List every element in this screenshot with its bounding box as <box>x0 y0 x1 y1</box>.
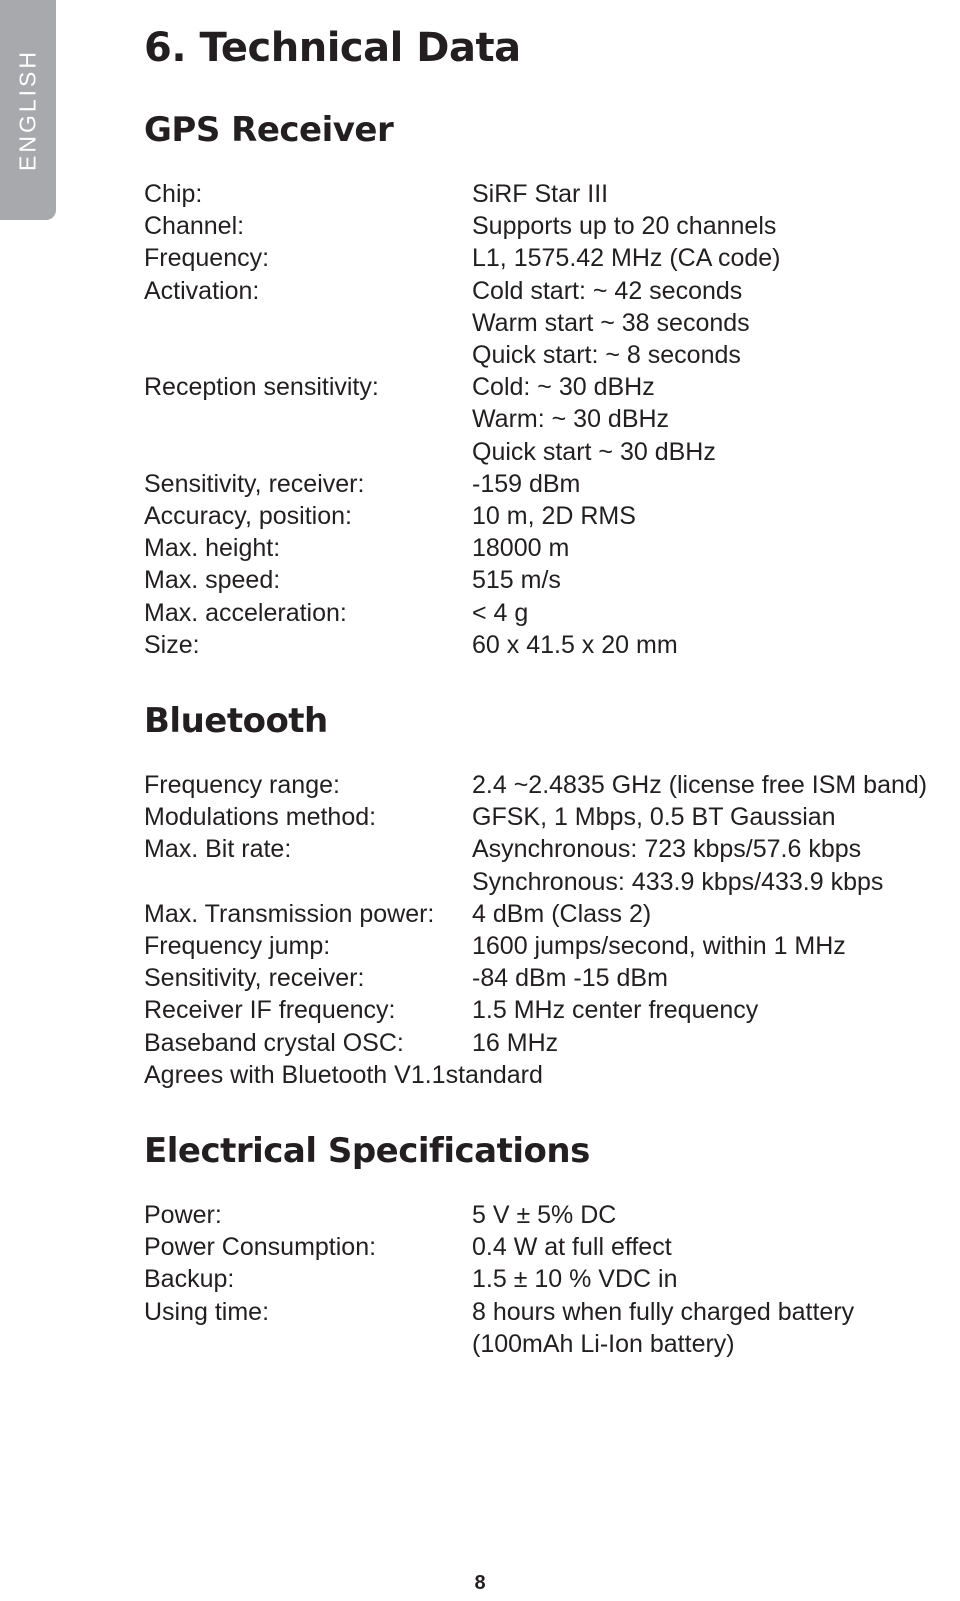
spec-value: Supports up to 20 channels <box>472 212 777 241</box>
spec-row <box>144 898 954 930</box>
spec-row <box>144 500 954 532</box>
spec-row <box>144 403 954 435</box>
spec-value: 1600 jumps/second, within 1 MHz <box>472 932 846 961</box>
spec-row <box>144 1199 954 1231</box>
spec-value: Cold: ~ 30 dBHz <box>472 373 655 402</box>
spec-value: -84 dBm -15 dBm <box>472 964 668 993</box>
spec-value: 8 hours when fully charged battery <box>472 1297 855 1326</box>
spec-value: Warm start ~ 38 seconds <box>472 308 750 337</box>
spec-row <box>144 597 954 629</box>
spec-value: Quick start: ~ 8 seconds <box>472 341 741 370</box>
spec-label: Sensitivity, receiver: <box>144 469 365 498</box>
spec-row <box>144 801 954 833</box>
spec-value: Asynchronous: 723 kbps/57.6 kbps <box>472 835 862 864</box>
spec-value: 0.4 W at full effect <box>472 1233 672 1262</box>
electrical-section <box>144 1129 954 1360</box>
spec-value: 1.5 ± 10 % VDC in <box>472 1265 678 1294</box>
spec-label: Max. acceleration: <box>144 598 347 627</box>
language-tab <box>0 0 56 220</box>
spec-value: -159 dBm <box>472 469 581 498</box>
spec-row <box>144 1296 954 1328</box>
spec-value: (100mAh Li-Ion battery) <box>472 1329 735 1358</box>
spec-label <box>144 339 472 371</box>
spec-value: Cold start: ~ 42 seconds <box>472 276 743 305</box>
spec-value: 18000 m <box>472 534 570 563</box>
spec-label: Max. Bit rate: <box>144 835 292 864</box>
spec-label: Channel: <box>144 212 245 241</box>
spec-row <box>144 210 954 242</box>
spec-label: Frequency: <box>144 244 270 273</box>
spec-label: Frequency jump: <box>144 932 331 961</box>
spec-label: Sensitivity, receiver: <box>144 964 365 993</box>
spec-row <box>144 930 954 962</box>
technical-data-content <box>144 22 954 1398</box>
bluetooth-section <box>144 699 954 1091</box>
spec-row <box>144 275 954 307</box>
spec-label: Backup: <box>144 1265 235 1294</box>
bluetooth-spec-list <box>144 769 954 1059</box>
spec-row <box>144 468 954 500</box>
spec-value: Warm: ~ 30 dBHz <box>472 405 670 434</box>
spec-label: Chip: <box>144 180 203 208</box>
spec-value: 16 MHz <box>472 1028 559 1057</box>
bluetooth-heading: Bluetooth <box>144 701 328 742</box>
spec-value: Synchronous: 433.9 kbps/433.9 kbps <box>472 867 884 896</box>
spec-row <box>144 436 954 468</box>
spec-label <box>144 866 472 898</box>
page-number: 8 <box>474 1572 486 1594</box>
spec-value: 1.5 MHz center frequency <box>472 996 759 1025</box>
gps-receiver-section <box>144 108 954 661</box>
spec-row <box>144 1231 954 1263</box>
spec-row <box>144 994 954 1026</box>
spec-label: Max. speed: <box>144 566 281 595</box>
spec-row <box>144 1263 954 1295</box>
spec-value: GFSK, 1 Mbps, 0.5 BT Gaussian <box>472 803 836 832</box>
spec-label <box>144 436 472 468</box>
spec-value: 4 dBm (Class 2) <box>472 899 652 928</box>
spec-row <box>144 532 954 564</box>
spec-label: Baseband crystal OSC: <box>144 1028 404 1057</box>
spec-label <box>144 1328 472 1360</box>
bluetooth-standard-note: Agrees with Bluetooth V1.1standard <box>144 1060 543 1089</box>
language-tab-label: ENGLISH <box>14 49 41 171</box>
spec-row <box>144 833 954 865</box>
spec-row <box>144 178 954 210</box>
spec-label: Reception sensitivity: <box>144 373 379 402</box>
spec-value: SiRF Star III <box>472 180 609 208</box>
spec-label: Max. height: <box>144 534 281 563</box>
spec-row <box>144 866 954 898</box>
spec-value: 2.4 ~2.4835 GHz (license free ISM band) <box>472 771 928 800</box>
spec-row <box>144 339 954 371</box>
spec-label: Size: <box>144 630 200 659</box>
gps-receiver-heading: GPS Receiver <box>144 110 394 150</box>
spec-row <box>144 1027 954 1059</box>
spec-row <box>144 564 954 596</box>
spec-value: 5 V ± 5% DC <box>472 1201 617 1230</box>
spec-label: Accuracy, position: <box>144 502 352 531</box>
spec-label: Power Consumption: <box>144 1233 377 1262</box>
spec-label: Activation: <box>144 276 260 305</box>
spec-label <box>144 307 472 339</box>
spec-label: Frequency range: <box>144 771 340 800</box>
gps-spec-list <box>144 178 954 661</box>
spec-row <box>144 371 954 403</box>
spec-row <box>144 629 954 661</box>
spec-label: Max. Transmission power: <box>144 899 435 928</box>
spec-row <box>144 769 954 801</box>
spec-label: Modulations method: <box>144 803 377 832</box>
spec-row <box>144 307 954 339</box>
electrical-heading: Electrical Specifications <box>144 1131 590 1172</box>
spec-value: Quick start ~ 30 dBHz <box>472 437 716 466</box>
spec-value: < 4 g <box>472 598 529 627</box>
spec-label: Power: <box>144 1201 222 1230</box>
spec-row <box>144 242 954 274</box>
page-title: 6. Technical Data <box>144 25 521 71</box>
spec-value: L1, 1575.42 MHz (CA code) <box>472 244 781 273</box>
spec-value: 10 m, 2D RMS <box>472 502 636 531</box>
spec-label <box>144 403 472 435</box>
spec-label: Receiver IF frequency: <box>144 996 396 1025</box>
spec-value: 515 m/s <box>472 566 561 595</box>
spec-value: 60 x 41.5 x 20 mm <box>472 630 678 659</box>
spec-row <box>144 1328 954 1360</box>
electrical-spec-list <box>144 1199 954 1360</box>
spec-label: Using time: <box>144 1297 270 1326</box>
spec-row <box>144 962 954 994</box>
